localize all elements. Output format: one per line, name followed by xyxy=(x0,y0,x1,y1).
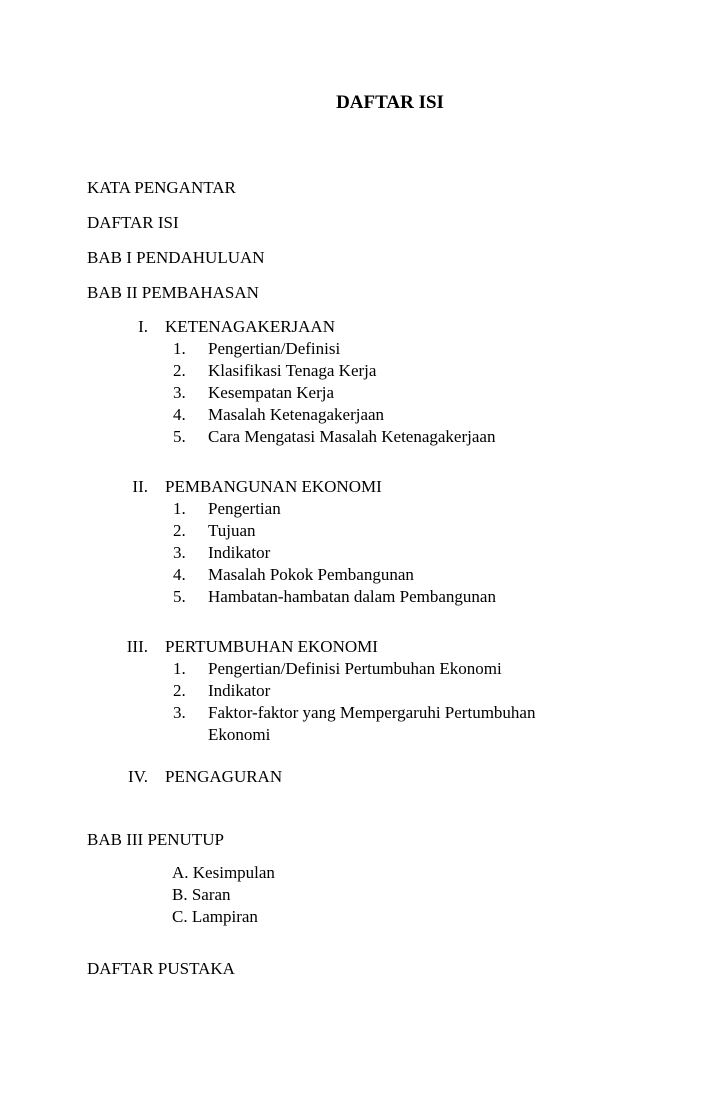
section-heading: KETENAGAKERJAAN xyxy=(165,317,335,336)
item-number: 2. xyxy=(173,681,186,700)
item-text: Pengertian/Definisi Pertumbuhan Ekonomi xyxy=(208,659,502,678)
item-text: Masalah Pokok Pembangunan xyxy=(208,565,414,584)
item-text: Pengertian xyxy=(208,499,281,518)
item-text: Hambatan-hambatan dalam Pembangunan xyxy=(208,587,496,606)
entry-bab-2: BAB II PEMBAHASAN xyxy=(87,283,259,302)
entry-daftar-pustaka: DAFTAR PUSTAKA xyxy=(87,959,235,978)
item-text: Cara Mengatasi Masalah Ketenagakerjaan xyxy=(208,427,496,446)
item-number: 2. xyxy=(173,521,186,540)
entry-daftar-isi: DAFTAR ISI xyxy=(87,213,179,232)
section-numeral: IV. xyxy=(128,767,148,786)
item-text: Tujuan xyxy=(208,521,256,540)
item-text: Indikator xyxy=(208,543,271,562)
section-numeral: I. xyxy=(138,317,148,336)
item-text: Faktor-faktor yang Mempergaruhi Pertumbuhan xyxy=(208,703,536,722)
section-numeral: III. xyxy=(126,637,148,656)
item-number: 2. xyxy=(173,361,186,380)
item-number: 5. xyxy=(173,427,186,446)
entry-kata-pengantar: KATA PENGANTAR xyxy=(87,178,236,197)
item-number: 1. xyxy=(173,499,186,518)
item-text: Klasifikasi Tenaga Kerja xyxy=(208,361,377,380)
section-heading: PEMBANGUNAN EKONOMI xyxy=(165,477,382,496)
item-number: 1. xyxy=(173,339,186,358)
item-text: Pengertian/Definisi xyxy=(208,339,341,358)
item-number: 5. xyxy=(173,587,186,606)
item-number: 1. xyxy=(173,659,186,678)
entry-bab-3: BAB III PENUTUP xyxy=(87,830,224,849)
item-text: Masalah Ketenagakerjaan xyxy=(208,405,385,424)
page-title: DAFTAR ISI xyxy=(336,92,444,113)
bab3-item: A. Kesimpulan xyxy=(172,863,275,882)
section-numeral: II. xyxy=(132,477,148,496)
bab3-item: B. Saran xyxy=(172,885,231,904)
item-text-continuation: Ekonomi xyxy=(208,725,271,744)
item-text: Indikator xyxy=(208,681,271,700)
item-number: 3. xyxy=(173,703,186,722)
bab3-item: C. Lampiran xyxy=(172,907,258,926)
item-text: Kesempatan Kerja xyxy=(208,383,335,402)
item-number: 4. xyxy=(173,405,186,424)
item-number: 3. xyxy=(173,543,186,562)
section-heading: PENGAGURAN xyxy=(165,767,283,786)
item-number: 4. xyxy=(173,565,186,584)
item-number: 3. xyxy=(173,383,186,402)
entry-bab-1: BAB I PENDAHULUAN xyxy=(87,248,265,267)
section-heading: PERTUMBUHAN EKONOMI xyxy=(165,637,378,656)
